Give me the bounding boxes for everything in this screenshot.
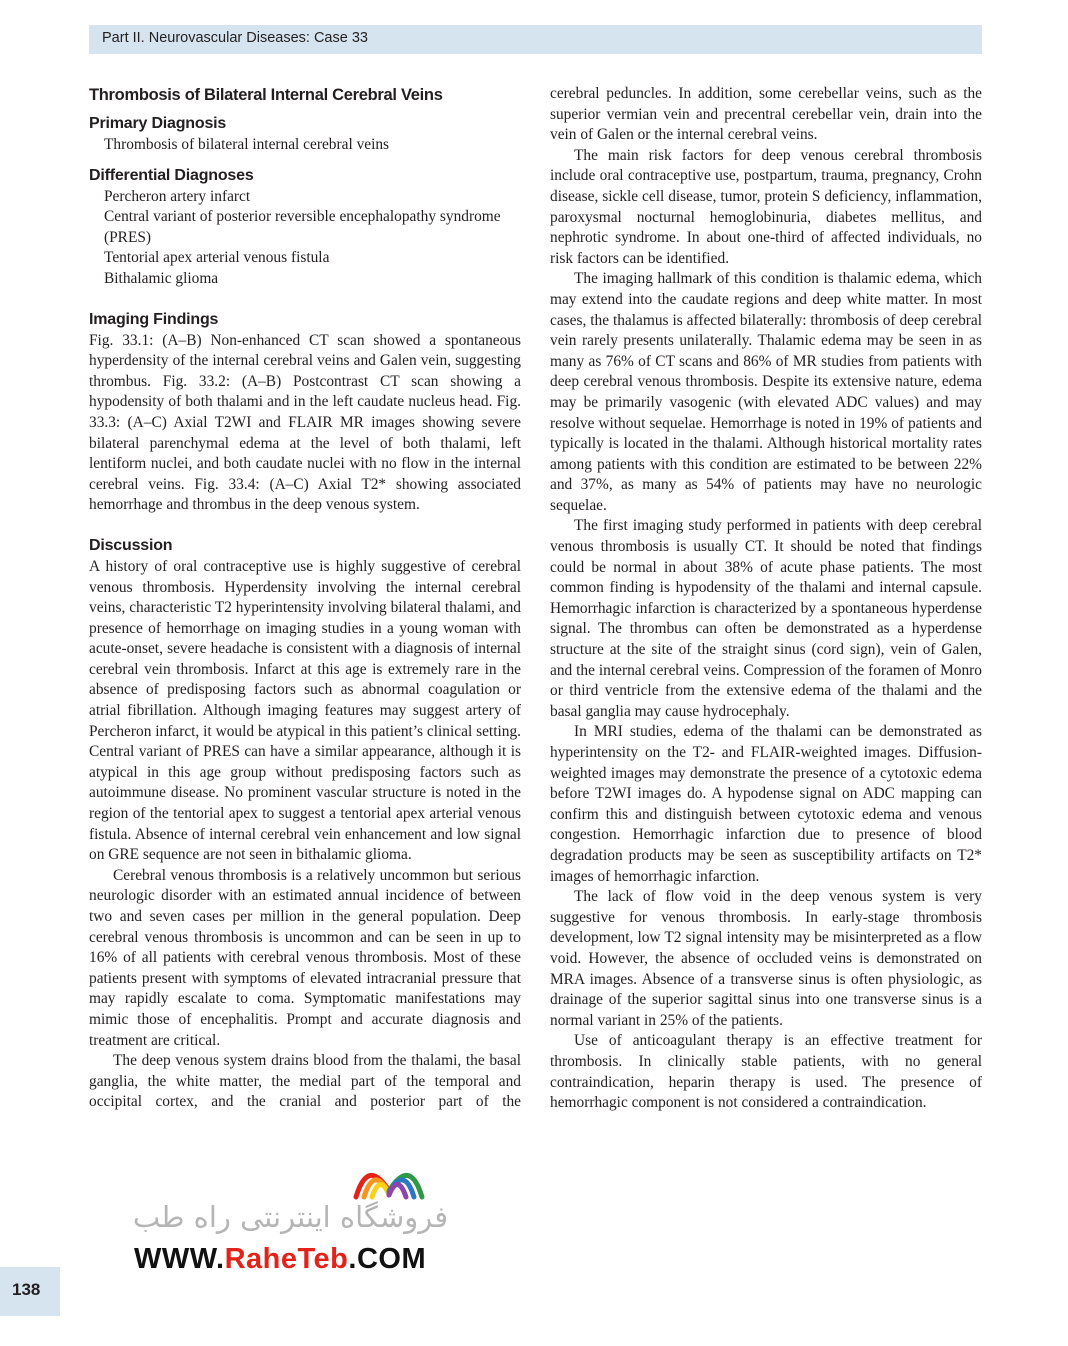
left-column	[89, 84, 521, 1113]
discussion-paragraph: In MRI studies, edema of the thalami can be demonstrated as hyperintensity on the T2- and FLAIR-weighted images. Diffusion-weighted images may demonstrate the presence of a cytotoxic edema before T2WI images do. A hypodense signal on ADC mapping can confirm this and distinguish between cytotoxic edema and venous congestion. Hemorrhagic infarction due to presence of blood degradation products may be seen as susceptibility artifacts on T2* images of hemorrhagic infarction.	[550, 723, 982, 885]
url-suffix: .COM	[348, 1243, 427, 1275]
url-brand: RaheTeb	[224, 1243, 349, 1275]
primary-diagnosis-heading: Primary Diagnosis	[89, 115, 227, 132]
discussion-heading: Discussion	[89, 536, 173, 554]
discussion-paragraph: Use of anticoagulant therapy is an effective treatment for thrombosis. In clinically stable patients, with no general contraindication, heparin therapy is used. The presence of hemorrhagic component is not considered a contraindication.	[550, 1032, 982, 1112]
discussion-paragraph: The deep venous system drains blood from the thalami, the basal ganglia, the white matter, the medial part of the temporal and occipital cortex, and the cranial and posterior part of the	[89, 1052, 521, 1111]
discussion-paragraph: A history of oral contraceptive use is highly suggestive of cerebral venous thrombosis. Hyperdensity involving the internal cerebral veins, characteristic T2 hyperintensity involving bilateral thalami, and presence of hemorrhage on imaging studies in a young woman with acute-onset, severe headache is consistent with a diagnosis of internal cerebral vein thrombosis. Infarct at this age is extremely rare in the absence of predisposing factors such as abnormal coagulation or atrial fibrillation. Although imaging features may suggest artery of Percheron infarct, it would be atypical in this patient’s clinical setting. Central variant of PRES can have a similar appearance, although it is atypical in this age group without predisposing factors such as autoimmune disease. No prominent vascular structure is noted in the region of the tentorial apex to suggest a tentorial apex arterial venous fistula. Absence of internal cerebral vein enhancement and low signal on GRE sequence are not seen in bithalamic glioma.	[89, 557, 521, 864]
page-number: 138	[12, 1280, 41, 1299]
differential-item: Percheron artery infarct	[104, 187, 251, 205]
url-prefix: WWW.	[134, 1243, 225, 1275]
discussion-paragraph: The lack of flow void in the deep venous system is very suggestive for venous thrombosis. In early-stage thrombosis development, low T2 signal intensity may be misinterpreted as a flow void. However, the absence of occluded veins is demonstrated on MRA images. Absence of a transverse sinus is often physiologic, as drainage of the superior sagittal sinus into one transverse sinus is a normal variant in 25% of the patients.	[550, 888, 982, 1029]
discussion-paragraph: cerebral peduncles. In addition, some cerebellar veins, such as the superior vermian vein and precentral cerebellar vein, drain into the vein of Galen or the internal cerebral veins.	[550, 85, 982, 144]
watermark-url[interactable]	[134, 1243, 426, 1276]
imaging-findings-heading: Imaging Findings	[89, 310, 219, 328]
book-rainbow-icon	[346, 1147, 432, 1205]
differential-item: Tentorial apex arterial venous fistula	[104, 249, 330, 267]
right-column	[550, 84, 982, 1114]
differential-item: Central variant of posterior reversible encephalopathy syndrome (PRES)	[104, 208, 501, 246]
differential-item: Bithalamic glioma	[104, 269, 219, 287]
discussion-paragraph: The main risk factors for deep venous cerebral thrombosis include oral contraceptive use, postpartum, trauma, pregnancy, Crohn disease, sickle cell disease, tumor, protein S deficiency, inflammation, paroxysmal nocturnal hemoglobinuria, diabetes mellitus, and nephrotic syndrome. In about one-third of affected individuals, no risk factors can be identified.	[550, 146, 982, 267]
differential-list	[89, 187, 521, 290]
discussion-paragraph: The imaging hallmark of this condition is thalamic edema, which may extend into the caudate regions and deep white matter. In most cases, the thalamus is affected bilaterally: thrombosis of deep cerebral vein rarely presents unilaterally. Thalamic edema may be seen in as many as 76% of CT scans and 86% of MR studies from patients with deep cerebral venous thrombosis. Despite its extensive nature, edema may be primarily vasogenic (with elevated ADC values) and may resolve without sequelae. Hemorrhage is noted in 19% of patients and typically is located in the thalami. Although historical mortality rates among patients with this condition are estimated to be between 22% and 37%, as many as 54% of patients may have no neurologic sequelae.	[550, 270, 982, 514]
article-title: Thrombosis of Bilateral Internal Cerebral Veins	[89, 86, 443, 104]
differential-heading: Differential Diagnoses	[89, 166, 254, 184]
imaging-findings-text: Fig. 33.1: (A–B) Non-enhanced CT scan showed a spontaneous hyperdensity of the internal cerebral veins and Galen vein, suggesting thrombus. Fig. 33.2: (A–B) Postcontrast CT scan showing a hypodensity of both thalami and in the left caudate nucleus head. Fig. 33.3: (A–C) Axial T2WI and FLAIR MR images showing severe bilateral parenchymal edema at the level of both thalami, left lentiform nuclei, and both caudate nuclei with no flow in the internal cerebral veins. Fig. 33.4: (A–C) Axial T2* showing associated hemorrhage and thrombus in the deep venous system.	[89, 331, 521, 514]
discussion-paragraph: The first imaging study performed in patients with deep cerebral venous thrombosis is usually CT. It should be noted that findings could be normal in about 38% of acute phase patients. The most common finding is hypodensity of the thalami and internal capsule. Hemorrhagic infarction is characterized by a spontaneous hyperdense signal. The thrombus can often be demonstrated as a hyperdense structure at the site of the straight sinus (cord sign), vein of Galen, and the internal cerebral veins. Compression of the foramen of Monro or third ventricle from the extensive edema of the thalami and the basal ganglia may cause hydrocephaly.	[550, 517, 982, 720]
watermark-persian-text: فروشگاه اینترنتی راه طب	[132, 1200, 449, 1234]
discussion-paragraph: Cerebral venous thrombosis is a relatively uncommon but serious neurologic disorder with an estimated annual incidence of between two and seven cases per million in the general population. Deep cerebral venous thrombosis is uncommon and can be seen in up to 16% of all patients with cerebral venous thrombosis. Most of these patients present with symptoms of elevated intracranial pressure that may rapidly escalate to coma. Symptomatic manifestations may mimic those of encephalitis. Prompt and accurate diagnosis and treatment are critical.	[89, 866, 521, 1049]
primary-diagnosis-text: Thrombosis of bilateral internal cerebral veins	[104, 136, 390, 153]
running-head: Part II. Neurovascular Diseases: Case 33	[102, 30, 368, 46]
